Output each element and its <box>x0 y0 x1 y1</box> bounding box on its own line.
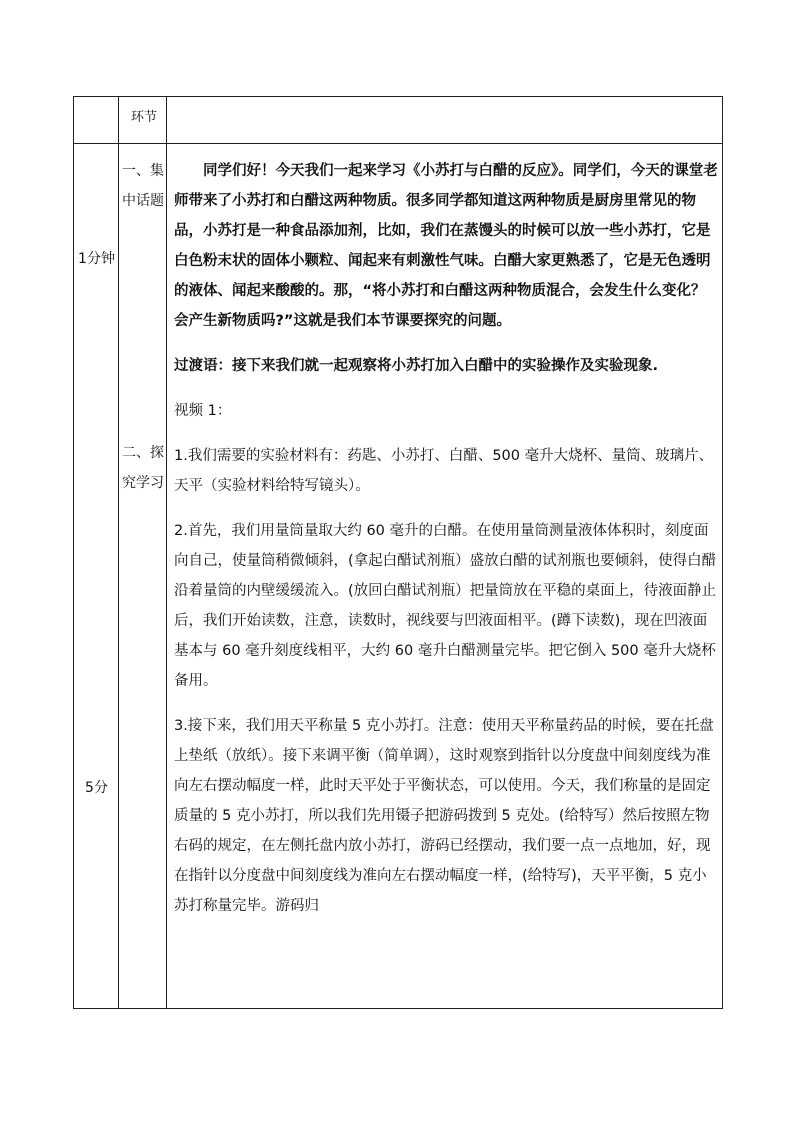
stage-label-focus-topic: 一、集中话题 <box>122 163 164 209</box>
stage-cell <box>119 144 167 1009</box>
transition-paragraph: 过渡语：接下来我们就一起观察将小苏打加入白醋中的实验操作及实验现象. <box>174 358 659 374</box>
intro-paragraph: 同学们好！今天我们一起来学习《小苏打与白醋的反应》。同学们，今天的课堂老师带来了小苏打和白醋这两种物质。很多同学都知道这两种物质是厨房里常见的物品，小苏打是一种食品添加剂，比如，我们在蒸馒头的时候可以放一些小苏打，它是白色粉末状的固体小颗粒、闻起来有刺激性气味。白醋大家更熟悉了，它是无色透明的液体、闻起来酸酸的。那，“将小苏打和白醋这两种物质混合，会发生什么变化？会产生新物质吗?”这就是我们本节课要探究的问题。 <box>174 163 718 329</box>
video-label: 视频 1： <box>174 403 232 419</box>
content-header-label <box>167 97 722 106</box>
lesson-plan-table <box>73 96 723 1009</box>
table-body-row <box>74 144 723 1009</box>
stage-header-cell <box>119 97 167 144</box>
step-2-paragraph: 2.首先，我们用量筒量取大约 60 毫升的白醋。在使用量筒测量液体体积时，刻度面向自己，使量筒稍微倾斜，(拿起白醋试剂瓶）盛放白醋的试剂瓶也要倾斜，使得白醋沿着量筒的内壁缓缓流入。(放回白醋试剂瓶）把量筒放在平稳的桌面上，待液面静止后，我们开始读数，注意，读数时，视线要与凹液面相平。(蹲下读数)，现在凹液面基本与 60 毫升刻度线相平，大约 60 毫升白醋测量完毕。把它倒入 500 毫升大烧杯备用。 <box>174 523 717 689</box>
content-header-cell <box>167 97 723 144</box>
time-label-second: 5分 <box>85 780 108 796</box>
stage-label-exploration: 二、探究学习 <box>122 445 164 491</box>
time-label-first: 1分钟 <box>78 251 115 267</box>
table-header-row <box>74 97 723 144</box>
step-3-paragraph: 3.接下来，我们用天平称量 5 克小苏打。注意：使用天平称量药品的时候，要在托盘上垫纸（放纸）。接下来调平衡（简单调），这时观察到指针以分度盘中间刻度线为准向左右摆动幅度一样，此时天平处于平衡状态，可以使用。今天，我们称量的是固定质量的 5 克小苏打，所以我们先用镊子把游码拨到 5 克处。(给特写）然后按照左物右码的规定，在左侧托盘内放小苏打，游码已经摆动，我们要一点一点地加，好，现在指针以分度盘中间刻度线为准向左右摆动幅度一样，(给特写)，天平平衡，5 克小苏打称量完毕。游码归 <box>174 718 714 914</box>
stage-header-label: 环节 <box>131 110 158 125</box>
time-cell <box>74 144 119 1009</box>
time-header-cell <box>74 97 119 144</box>
content-body <box>167 144 722 921</box>
step-1-paragraph: 1.我们需要的实验材料有：药匙、小苏打、白醋、500 毫升大烧杯、量筒、玻璃片、天平（实验材料给特写镜头）。 <box>174 448 714 494</box>
content-cell <box>167 144 723 1009</box>
